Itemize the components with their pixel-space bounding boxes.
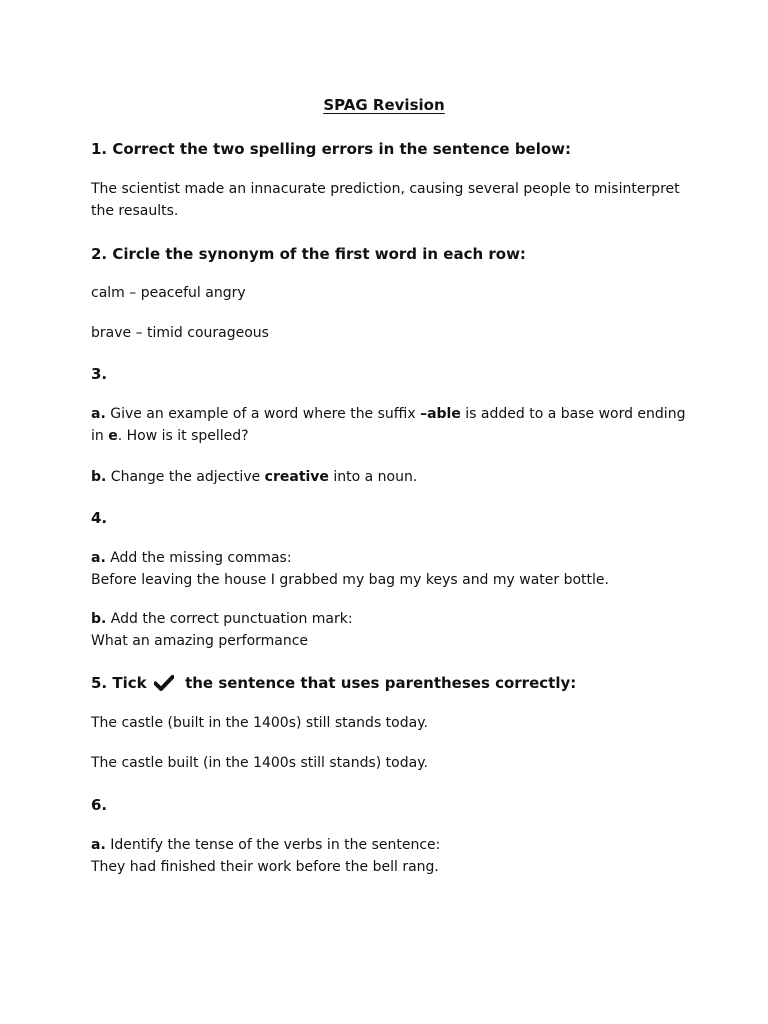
question-5-option-2: The castle built (in the 1400s still stands) today. xyxy=(91,755,428,771)
question-1-heading: 1. Correct the two spelling errors in the sentence below: xyxy=(91,140,572,158)
question-3a-suffix: –able xyxy=(420,406,461,422)
question-6a-sentence: They had finished their work before the bell rang. xyxy=(91,859,439,875)
question-3b-text-1: Change the adjective xyxy=(106,469,265,485)
question-1-line-1: The scientist made an innacurate prediction, causing several people to misinterpret xyxy=(91,181,680,197)
question-5-heading xyxy=(91,673,711,696)
question-3-heading: 3. xyxy=(91,365,108,383)
question-4a-prompt: Add the missing commas: xyxy=(105,550,292,566)
question-6a-prompt: Identify the tense of the verbs in the sentence: xyxy=(105,837,441,853)
question-1-sentence xyxy=(91,178,711,222)
question-5-heading-part-1: 5. Tick xyxy=(91,674,147,692)
question-5-option-1: The castle (built in the 1400s) still stands today. xyxy=(91,715,428,731)
question-3b-label: b. xyxy=(91,469,107,485)
question-3a-label: a. xyxy=(91,406,106,422)
check-mark-icon xyxy=(154,675,174,696)
question-4b-label: b. xyxy=(91,611,107,627)
question-3a-text-2: is added to a base word ending xyxy=(460,406,686,422)
question-6-heading: 6. xyxy=(91,796,108,814)
question-3a-text-3: in xyxy=(91,428,109,444)
question-3a-text-1: Give an example of a word where the suffix xyxy=(105,406,421,422)
page-title: SPAG Revision xyxy=(323,96,445,114)
question-3b-word: creative xyxy=(264,469,329,485)
question-3b-text-2: into a noun. xyxy=(328,469,418,485)
question-3a-letter-e: e xyxy=(108,428,118,444)
question-5-heading-part-2: the sentence that uses parentheses correctly: xyxy=(185,674,577,692)
question-4-heading: 4. xyxy=(91,509,108,527)
question-3a-text-4: . How is it spelled? xyxy=(117,428,249,444)
question-4b-sentence: What an amazing performance xyxy=(91,633,309,649)
question-2-heading: 2. Circle the synonym of the first word in each row: xyxy=(91,245,526,263)
question-4a-sentence: Before leaving the house I grabbed my bag my keys and my water bottle. xyxy=(91,572,609,588)
question-4b-prompt: Add the correct punctuation mark: xyxy=(106,611,353,627)
question-4b xyxy=(91,608,711,652)
question-3a xyxy=(91,403,711,447)
question-2-row-1: calm – peaceful angry xyxy=(91,285,246,301)
question-6a xyxy=(91,834,711,878)
question-3b xyxy=(91,466,711,488)
question-6a-label: a. xyxy=(91,837,106,853)
question-1-line-2: the resaults. xyxy=(91,203,179,219)
question-4a-label: a. xyxy=(91,550,106,566)
question-4a xyxy=(91,547,711,591)
question-2-row-2: brave – timid courageous xyxy=(91,325,269,341)
